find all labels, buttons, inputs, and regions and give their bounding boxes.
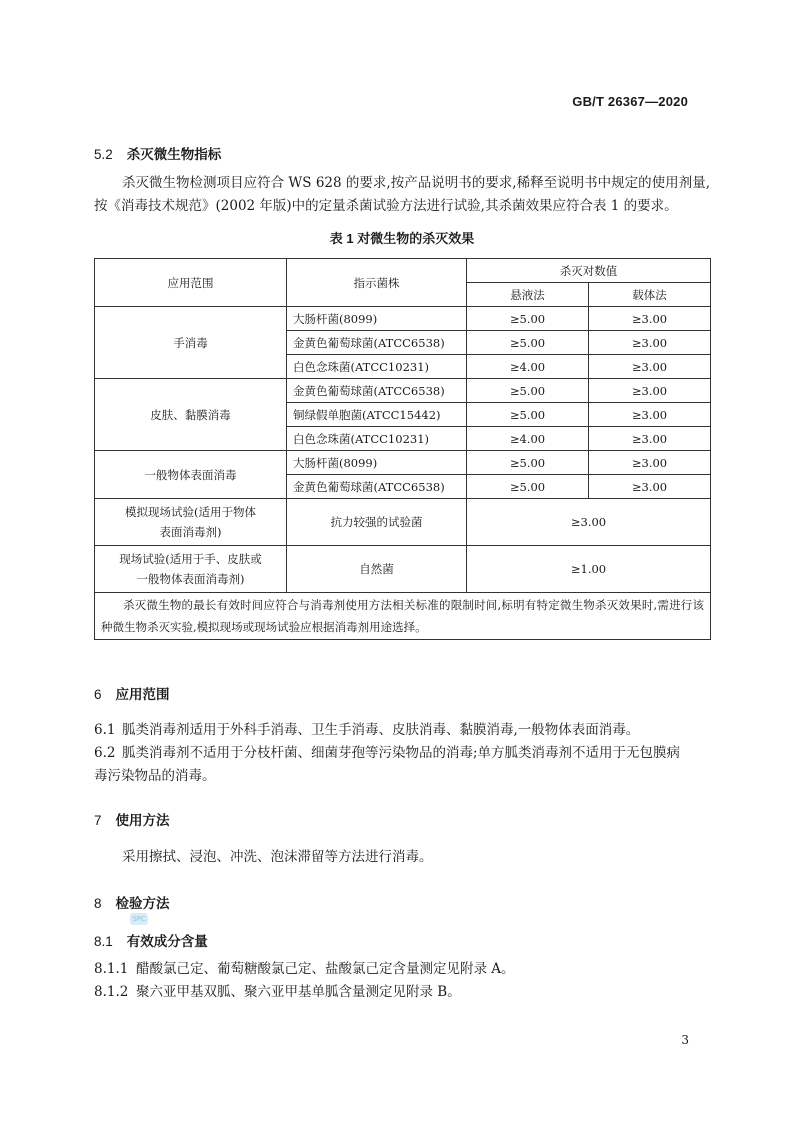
- suspension-value: ≥5.00: [467, 379, 589, 403]
- carrier-value: ≥3.00: [589, 451, 711, 475]
- scope-cell: 手消毒: [95, 307, 287, 379]
- section-title: 使用方法: [115, 813, 170, 828]
- table-note-row: [95, 593, 711, 640]
- item-number: 6.2: [94, 745, 116, 761]
- section-title: 杀灭微生物指标: [126, 147, 222, 162]
- table-row: [95, 307, 711, 331]
- log-kill-value: ≥1.00: [467, 546, 711, 593]
- section-heading-8: [94, 892, 170, 912]
- table-row: [95, 451, 711, 475]
- carrier-value: ≥3.00: [589, 355, 711, 379]
- table-header-row: [95, 259, 711, 283]
- page-number: 3: [681, 1033, 689, 1047]
- item-6-1: [94, 719, 639, 742]
- section-number: 7: [94, 813, 102, 828]
- item-number: 6.1: [94, 722, 116, 738]
- header-log-kill: 杀灭对数值: [467, 259, 711, 283]
- item-6-2: [94, 742, 680, 765]
- section-7-paragraph: 采用擦拭、浸泡、冲洗、泡沫滞留等方法进行消毒。: [122, 849, 433, 865]
- section-heading-7: [94, 809, 170, 829]
- section-number: 8: [94, 896, 102, 911]
- table-row: [95, 546, 711, 593]
- scope-cell: 皮肤、黏膜消毒: [95, 379, 287, 451]
- strain-cell: 抗力较强的试验菌: [287, 499, 467, 546]
- carrier-value: ≥3.00: [589, 307, 711, 331]
- suspension-value: ≥5.00: [467, 475, 589, 499]
- carrier-value: ≥3.00: [589, 403, 711, 427]
- carrier-value: ≥3.00: [589, 427, 711, 451]
- item-text: 胍类消毒剂不适用于分枝杆菌、细菌芽孢等污染物品的消毒;单方胍类消毒剂不适用于无包膜病: [122, 745, 681, 761]
- strain-cell: 大肠杆菌(8099): [287, 307, 467, 331]
- table-note: 杀灭微生物的最长有效时间应符合与消毒剂使用方法相关标准的限制时间,标明有特定微生物杀灭效果时,需进行该种微生物杀灭实验,模拟现场或现场试验应根据消毒剂用途选择。: [95, 593, 711, 640]
- item-text: 胍类消毒剂适用于外科手消毒、卫生手消毒、皮肤消毒、黏膜消毒,一般物体表面消毒。: [122, 722, 640, 738]
- strain-cell: 金黄色葡萄球菌(ATCC6538): [287, 379, 467, 403]
- section-title: 检验方法: [115, 896, 170, 911]
- section-title: 有效成分含量: [126, 934, 208, 949]
- scope-cell: [95, 499, 287, 546]
- section-title: 应用范围: [115, 687, 170, 702]
- strain-cell: 白色念珠菌(ATCC10231): [287, 427, 467, 451]
- section-number: 8.1: [94, 934, 113, 949]
- scope-line: 现场试验(适用于手、皮肤或: [119, 552, 262, 566]
- item-number: 8.1.2: [94, 984, 129, 1000]
- strain-cell: 金黄色葡萄球菌(ATCC6538): [287, 475, 467, 499]
- strain-cell: 自然菌: [287, 546, 467, 593]
- header-strain: 指示菌株: [287, 259, 467, 307]
- suspension-value: ≥5.00: [467, 307, 589, 331]
- strain-cell: 大肠杆菌(8099): [287, 451, 467, 475]
- item-number: 8.1.1: [94, 961, 129, 977]
- suspension-value: ≥4.00: [467, 355, 589, 379]
- item-text: 醋酸氯己定、葡萄糖酸氯己定、盐酸氯己定含量测定见附录 A。: [136, 961, 515, 977]
- section-number: 6: [94, 687, 102, 702]
- section-heading-5-2: [94, 143, 221, 163]
- header-suspension: 悬液法: [467, 283, 589, 307]
- scope-line: 一般物体表面消毒剂): [136, 572, 245, 586]
- strain-cell: 铜绿假单胞菌(ATCC15442): [287, 403, 467, 427]
- suspension-value: ≥5.00: [467, 403, 589, 427]
- carrier-value: ≥3.00: [589, 475, 711, 499]
- header-scope: 应用范围: [95, 259, 287, 307]
- suspension-value: ≥4.00: [467, 427, 589, 451]
- item-8-1-1: [94, 958, 515, 981]
- section-number: 5.2: [94, 147, 113, 162]
- suspension-value: ≥5.00: [467, 331, 589, 355]
- kill-effect-table: [94, 258, 711, 640]
- log-kill-value: ≥3.00: [467, 499, 711, 546]
- item-text: 聚六亚甲基双胍、聚六亚甲基单胍含量测定见附录 B。: [136, 984, 461, 1000]
- suspension-value: ≥5.00: [467, 451, 589, 475]
- watermark-logo: SPC: [130, 913, 148, 925]
- section-heading-6: [94, 683, 170, 703]
- item-6-2-continued: 毒污染物品的消毒。: [94, 768, 216, 784]
- strain-cell: 白色念珠菌(ATCC10231): [287, 355, 467, 379]
- table-row: [95, 499, 711, 546]
- item-8-1-2: [94, 981, 461, 1004]
- scope-cell: [95, 546, 287, 593]
- subsection-heading-8-1: [94, 930, 208, 950]
- strain-cell: 金黄色葡萄球菌(ATCC6538): [287, 331, 467, 355]
- table-row: [95, 379, 711, 403]
- standard-number: GB/T 26367—2020: [572, 94, 688, 109]
- scope-cell: 一般物体表面消毒: [95, 451, 287, 499]
- scope-line: 表面消毒剂): [159, 525, 222, 539]
- scope-line: 模拟现场试验(适用于物体: [125, 505, 256, 519]
- carrier-value: ≥3.00: [589, 331, 711, 355]
- carrier-value: ≥3.00: [589, 379, 711, 403]
- header-carrier: 载体法: [589, 283, 711, 307]
- table-caption: 表 1 对微生物的杀灭效果: [329, 231, 475, 246]
- section-5-2-paragraph: 杀灭微生物检测项目应符合 WS 628 的要求,按产品说明书的要求,稀释至说明书中规定的使用剂量,按《消毒技术规范》(2002 年版)中的定量杀菌试验方法进行试验,其杀菌效果应符合表 1 的要求。: [94, 175, 710, 214]
